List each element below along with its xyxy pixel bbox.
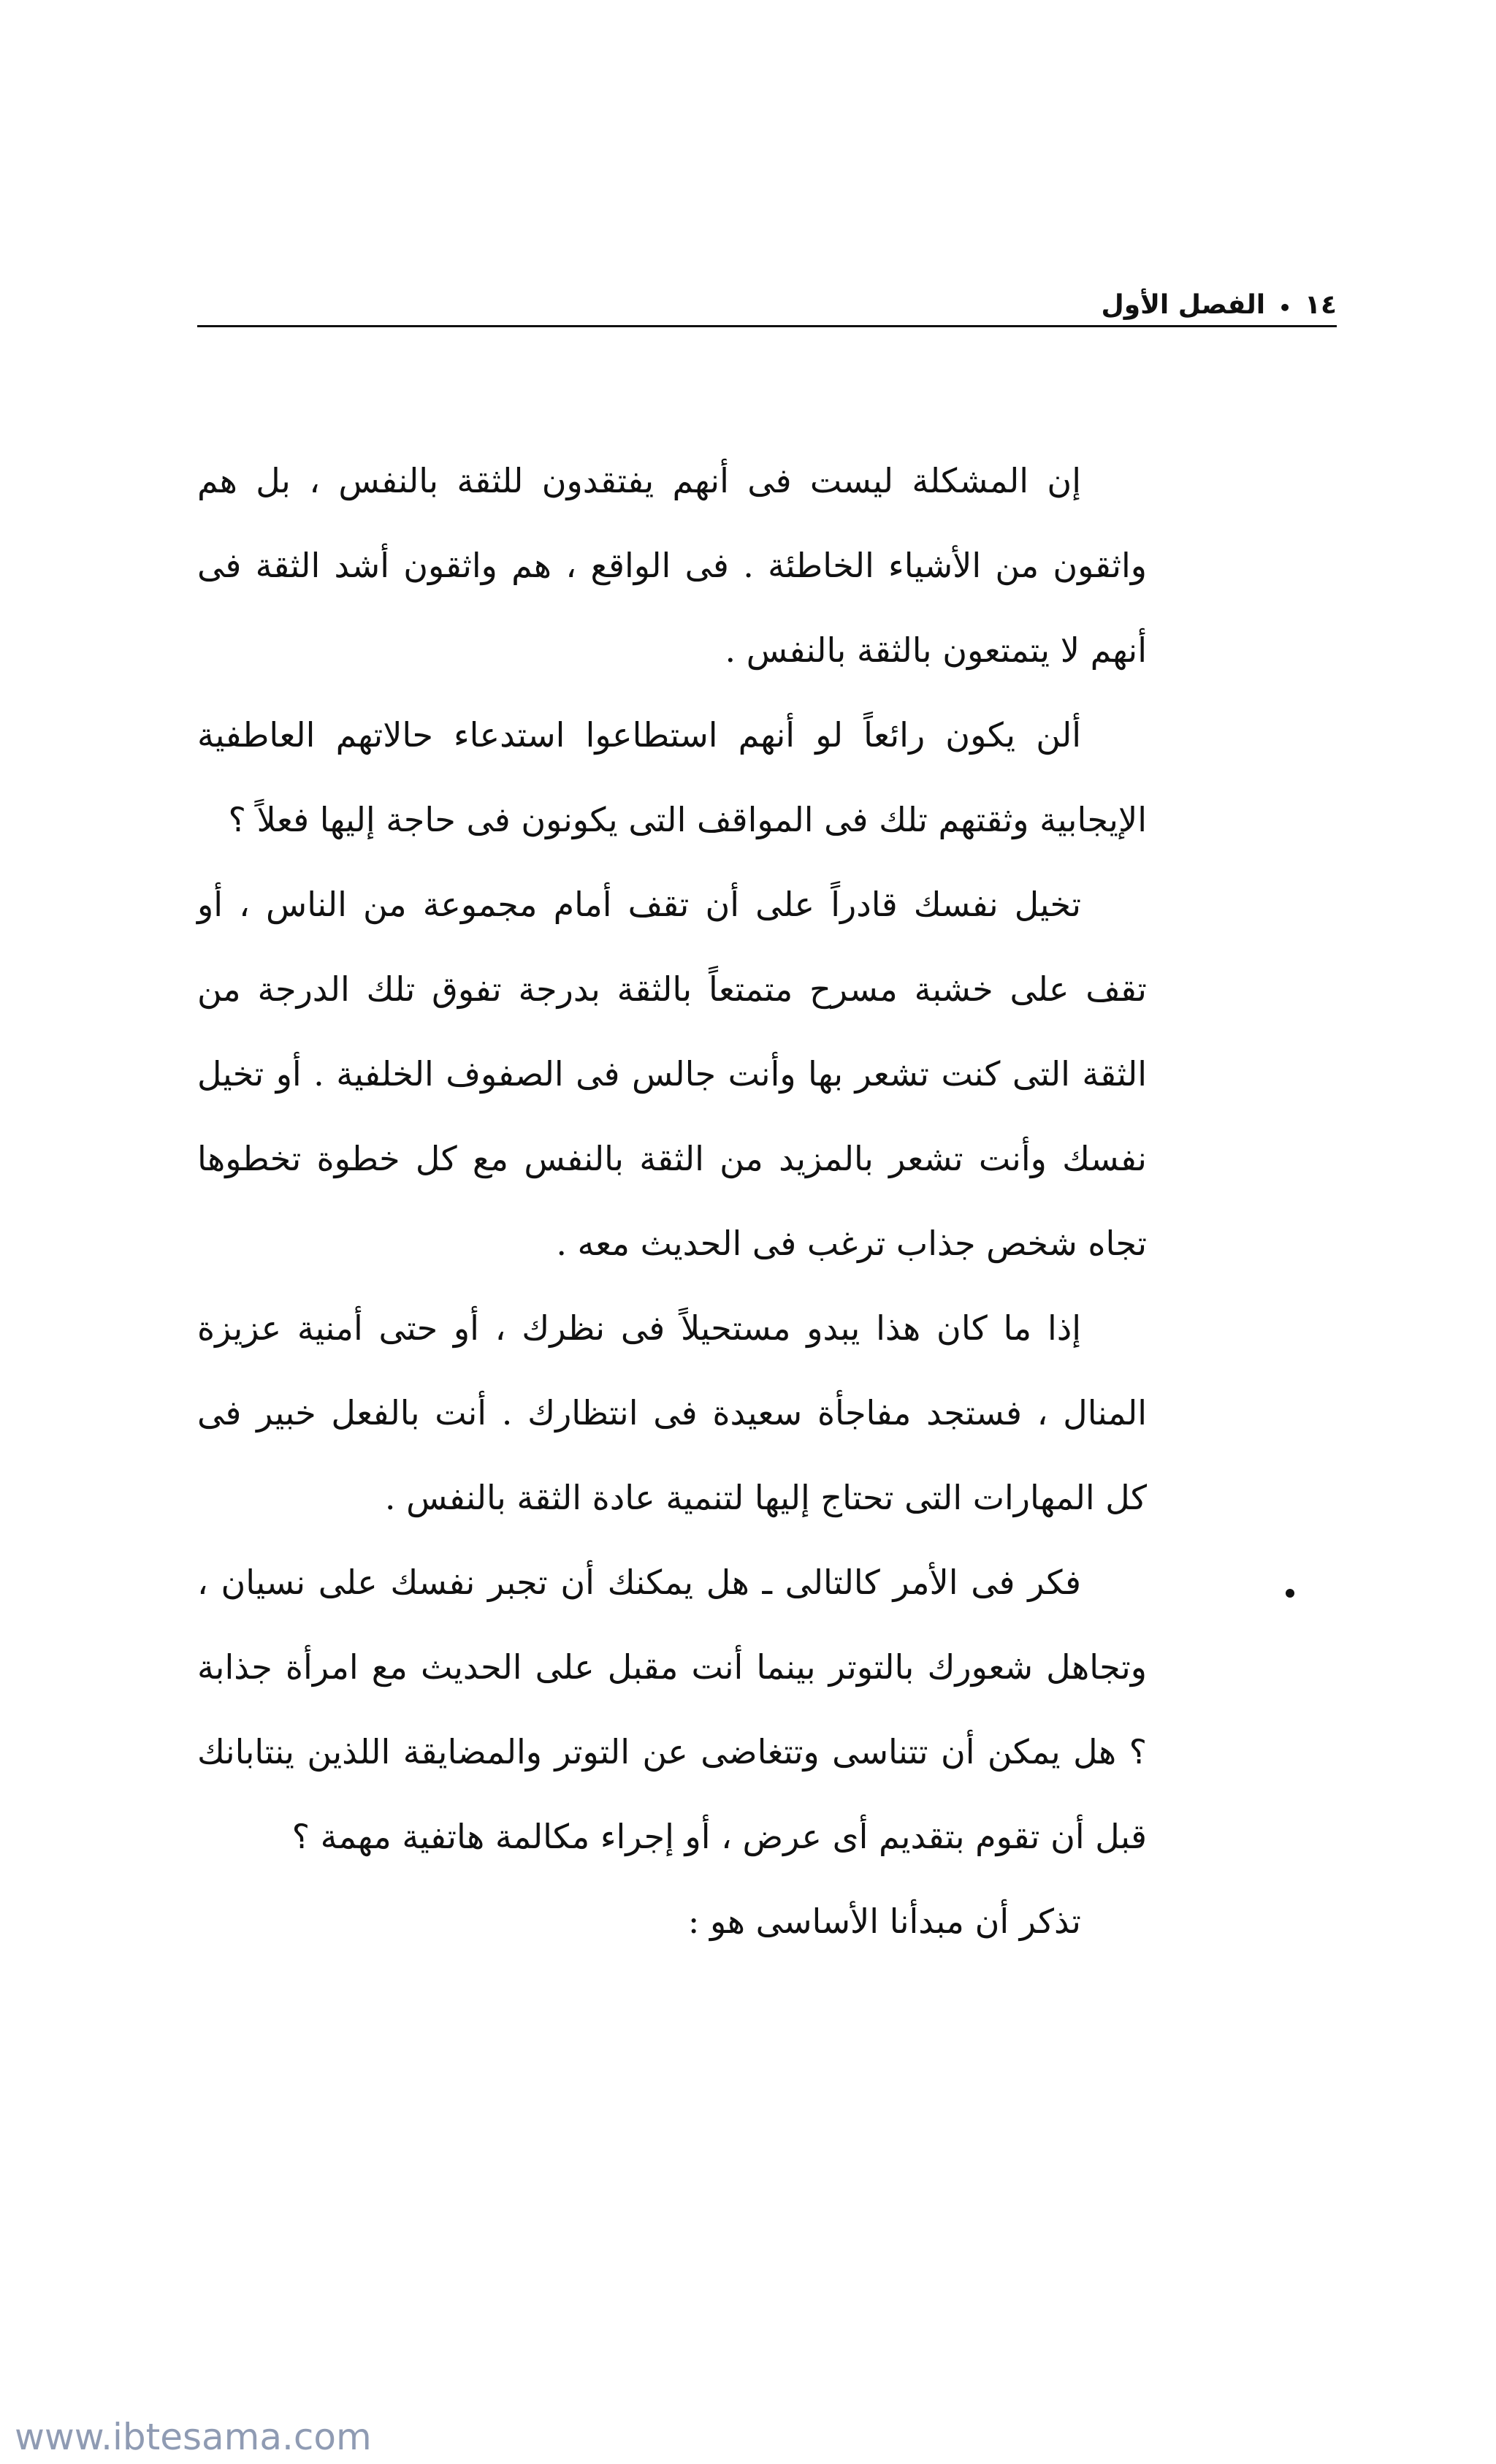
body-text: [197, 438, 1147, 1964]
site-watermark: www.ibtesama.com: [15, 2416, 372, 2458]
running-header: [197, 269, 1337, 320]
paragraph: إن المشكلة ليست فى أنهم يفتقدون للثقة بالنفس ، بل هم واثقون من الأشياء الخاطئة . فى الواقع ، هم واثقون أشد الثقة فى أنهم لا يتمتعون بالثقة بالنفس .: [197, 461, 1147, 670]
header-bullet: •: [1278, 296, 1292, 320]
paragraph: تخيل نفسك قادراً على أن تقف أمام مجموعة من الناس ، أو تقف على خشبة مسرح متمتعاً بالثقة بدرجة تفوق تلك الدرجة من الثقة التى كنت تشعر بها وأنت جالس فى الصفوف الخلفية . أو تخيل نفسك وأنت تشعر بالمزيد من الثقة بالنفس مع كل خطوة تخطوها تجاه شخص جذاب ترغب فى الحديث معه .: [197, 885, 1147, 1263]
page-number: ١٤: [1305, 290, 1337, 320]
header-divider: [197, 325, 1337, 327]
closing-line: تذكر أن مبدأنا الأساسى هو :: [687, 1902, 1081, 1941]
paragraph: إذا ما كان هذا يبدو مستحيلاً فى نظرك ، أو حتى أمنية عزيزة المنال ، فستجد مفاجأة سعيدة فى انتظارك . أنت بالفعل خبير فى كل المهارات التى تحتاج إليها لتنمية عادة الثقة بالنفس .: [197, 1308, 1147, 1517]
paragraph: ألن يكون رائعاً لو أنهم استطاعوا استدعاء حالاتهم العاطفية الإيجابية وثقتهم تلك فى المواقف التى يكونون فى حاجة إليها فعلاً ؟: [197, 715, 1147, 839]
paragraph: فكر فى الأمر كالتالى ـ هل يمكنك أن تجبر نفسك على نسيان ، وتجاهل شعورك بالتوتر بينما أنت مقبل على الحديث مع امرأة جذابة ؟ هل يمكن أن تتناسى وتتغاضى عن التوتر والمضايقة اللذين ينتابانك قبل أن تقوم بتقديم أى عرض ، أو إجراء مكالمة هاتفية مهمة ؟: [197, 1563, 1147, 1856]
margin-dot: [1286, 1589, 1294, 1598]
chapter-title: الفصل الأول: [1101, 290, 1266, 320]
